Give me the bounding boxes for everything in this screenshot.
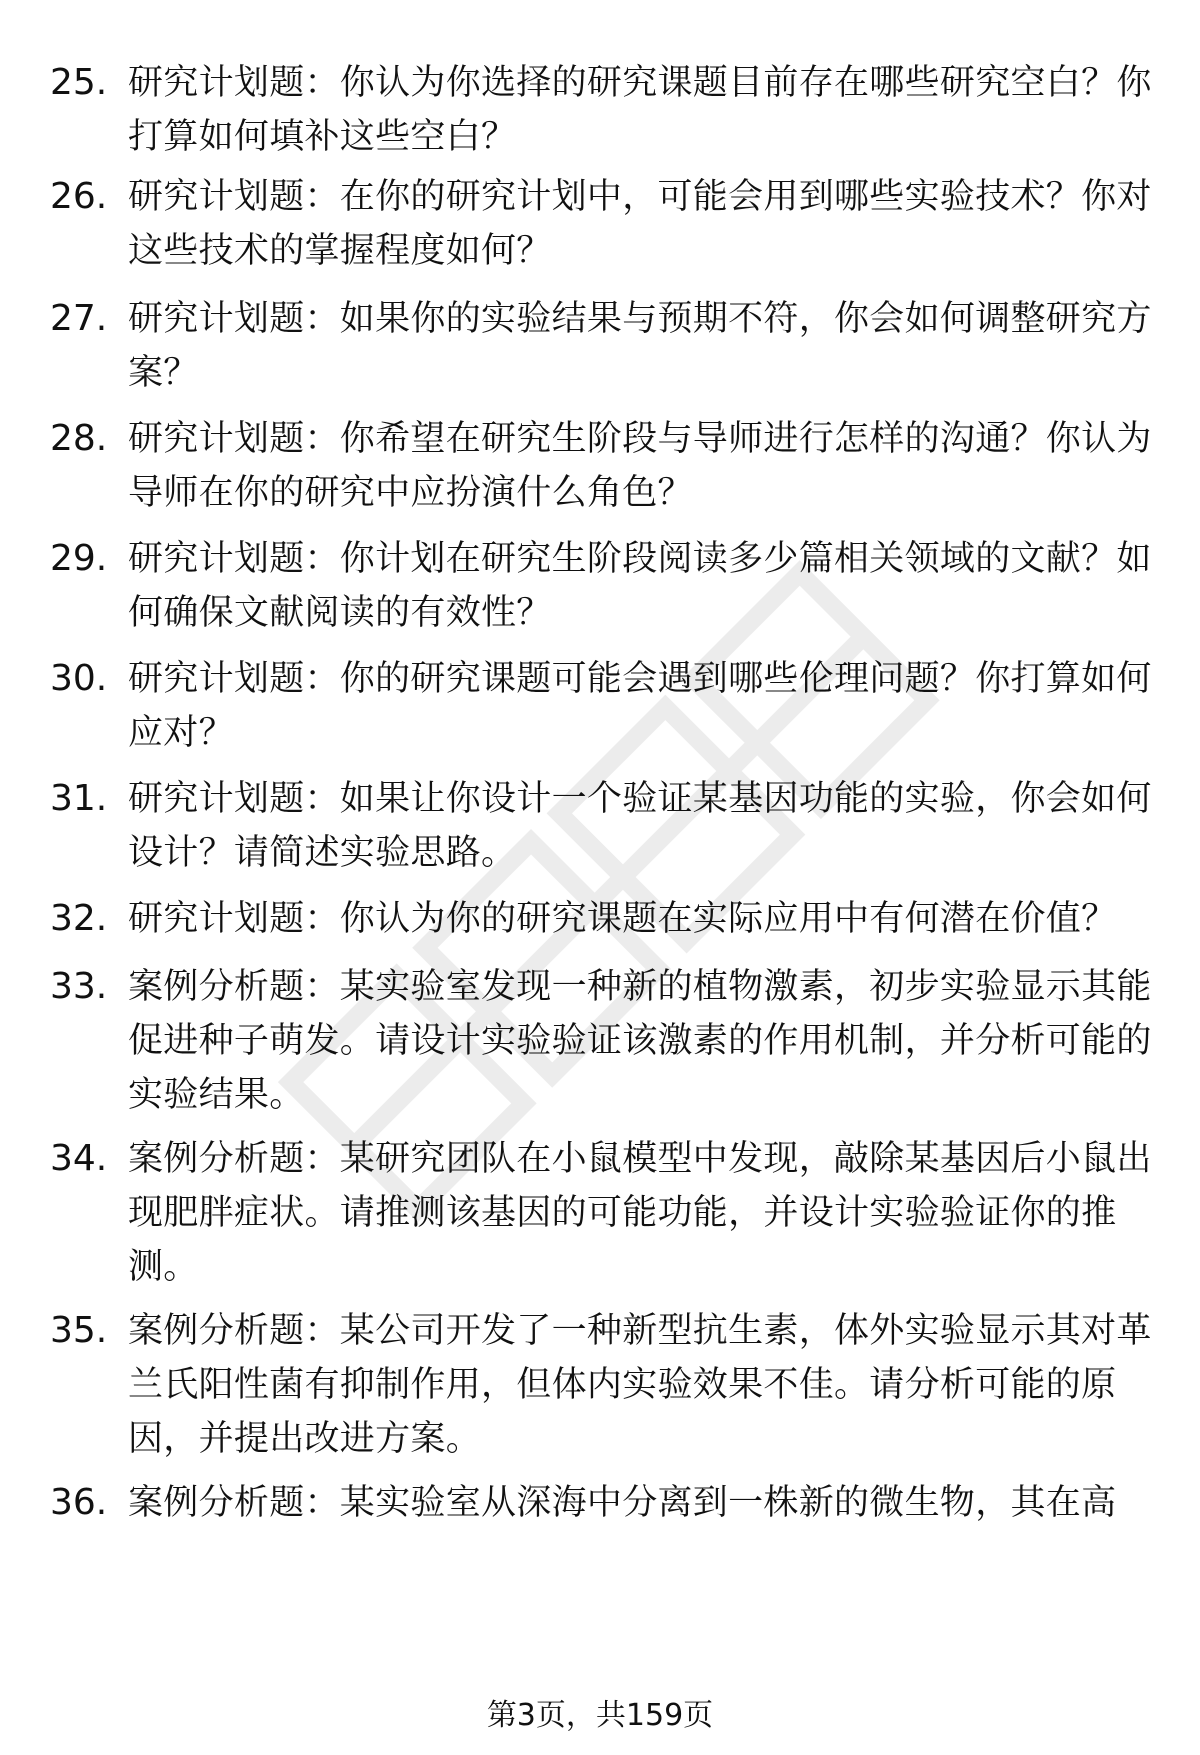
item-number: 28. (50, 418, 108, 459)
item-number: 25. (50, 62, 108, 103)
item-number: 30. (50, 658, 108, 699)
item-text: 研究计划题：你认为你选择的研究课题目前存在哪些研究空白？你打算如何填补这些空白？ (128, 63, 1152, 157)
item-number: 33. (50, 966, 108, 1007)
item-number: 35. (50, 1310, 108, 1351)
item-text: 案例分析题：某公司开发了一种新型抗生素，体外实验显示其对革兰氏阳性菌有抑制作用，但体内实验效果不佳。请分析可能的原因，并提出改进方案。 (128, 1311, 1152, 1459)
item-text: 研究计划题：如果你的实验结果与预期不符，你会如何调整研究方案？ (128, 299, 1152, 393)
item-text: 案例分析题：某实验室从深海中分离到一株新的微生物，其在高 (128, 1483, 1117, 1523)
page-footer: 第3页，共159页 (486, 1698, 714, 1733)
item-text: 研究计划题：你的研究课题可能会遇到哪些伦理问题？你打算如何应对？ (128, 659, 1152, 753)
item-text: 案例分析题：某研究团队在小鼠模型中发现，敲除某基因后小鼠出现肥胖症状。请推测该基因的可能功能，并设计实验验证你的推测。 (128, 1139, 1152, 1287)
item-number: 31. (50, 778, 108, 819)
item-text: 研究计划题：在你的研究计划中，可能会用到哪些实验技术？你对这些技术的掌握程度如何？ (128, 177, 1152, 271)
item-number: 36. (50, 1482, 108, 1523)
item-number: 32. (50, 898, 108, 939)
item-number: 29. (50, 538, 108, 579)
item-text: 案例分析题：某实验室发现一种新的植物激素，初步实验显示其能促进种子萌发。请设计实验验证该激素的作用机制，并分析可能的实验结果。 (128, 967, 1152, 1115)
item-number: 34. (50, 1138, 108, 1179)
item-number: 27. (50, 298, 108, 339)
item-number: 26. (50, 176, 108, 217)
item-text: 研究计划题：你计划在研究生阶段阅读多少篇相关领域的文献？如何确保文献阅读的有效性？ (128, 539, 1152, 633)
item-text: 研究计划题：你认为你的研究课题在实际应用中有何潜在价值？ (128, 899, 1117, 939)
item-text: 研究计划题：你希望在研究生阶段与导师进行怎样的沟通？你认为导师在你的研究中应扮演什么角色？ (128, 419, 1152, 513)
item-text: 研究计划题：如果让你设计一个验证某基因功能的实验，你会如何设计？请简述实验思路。 (128, 779, 1152, 873)
